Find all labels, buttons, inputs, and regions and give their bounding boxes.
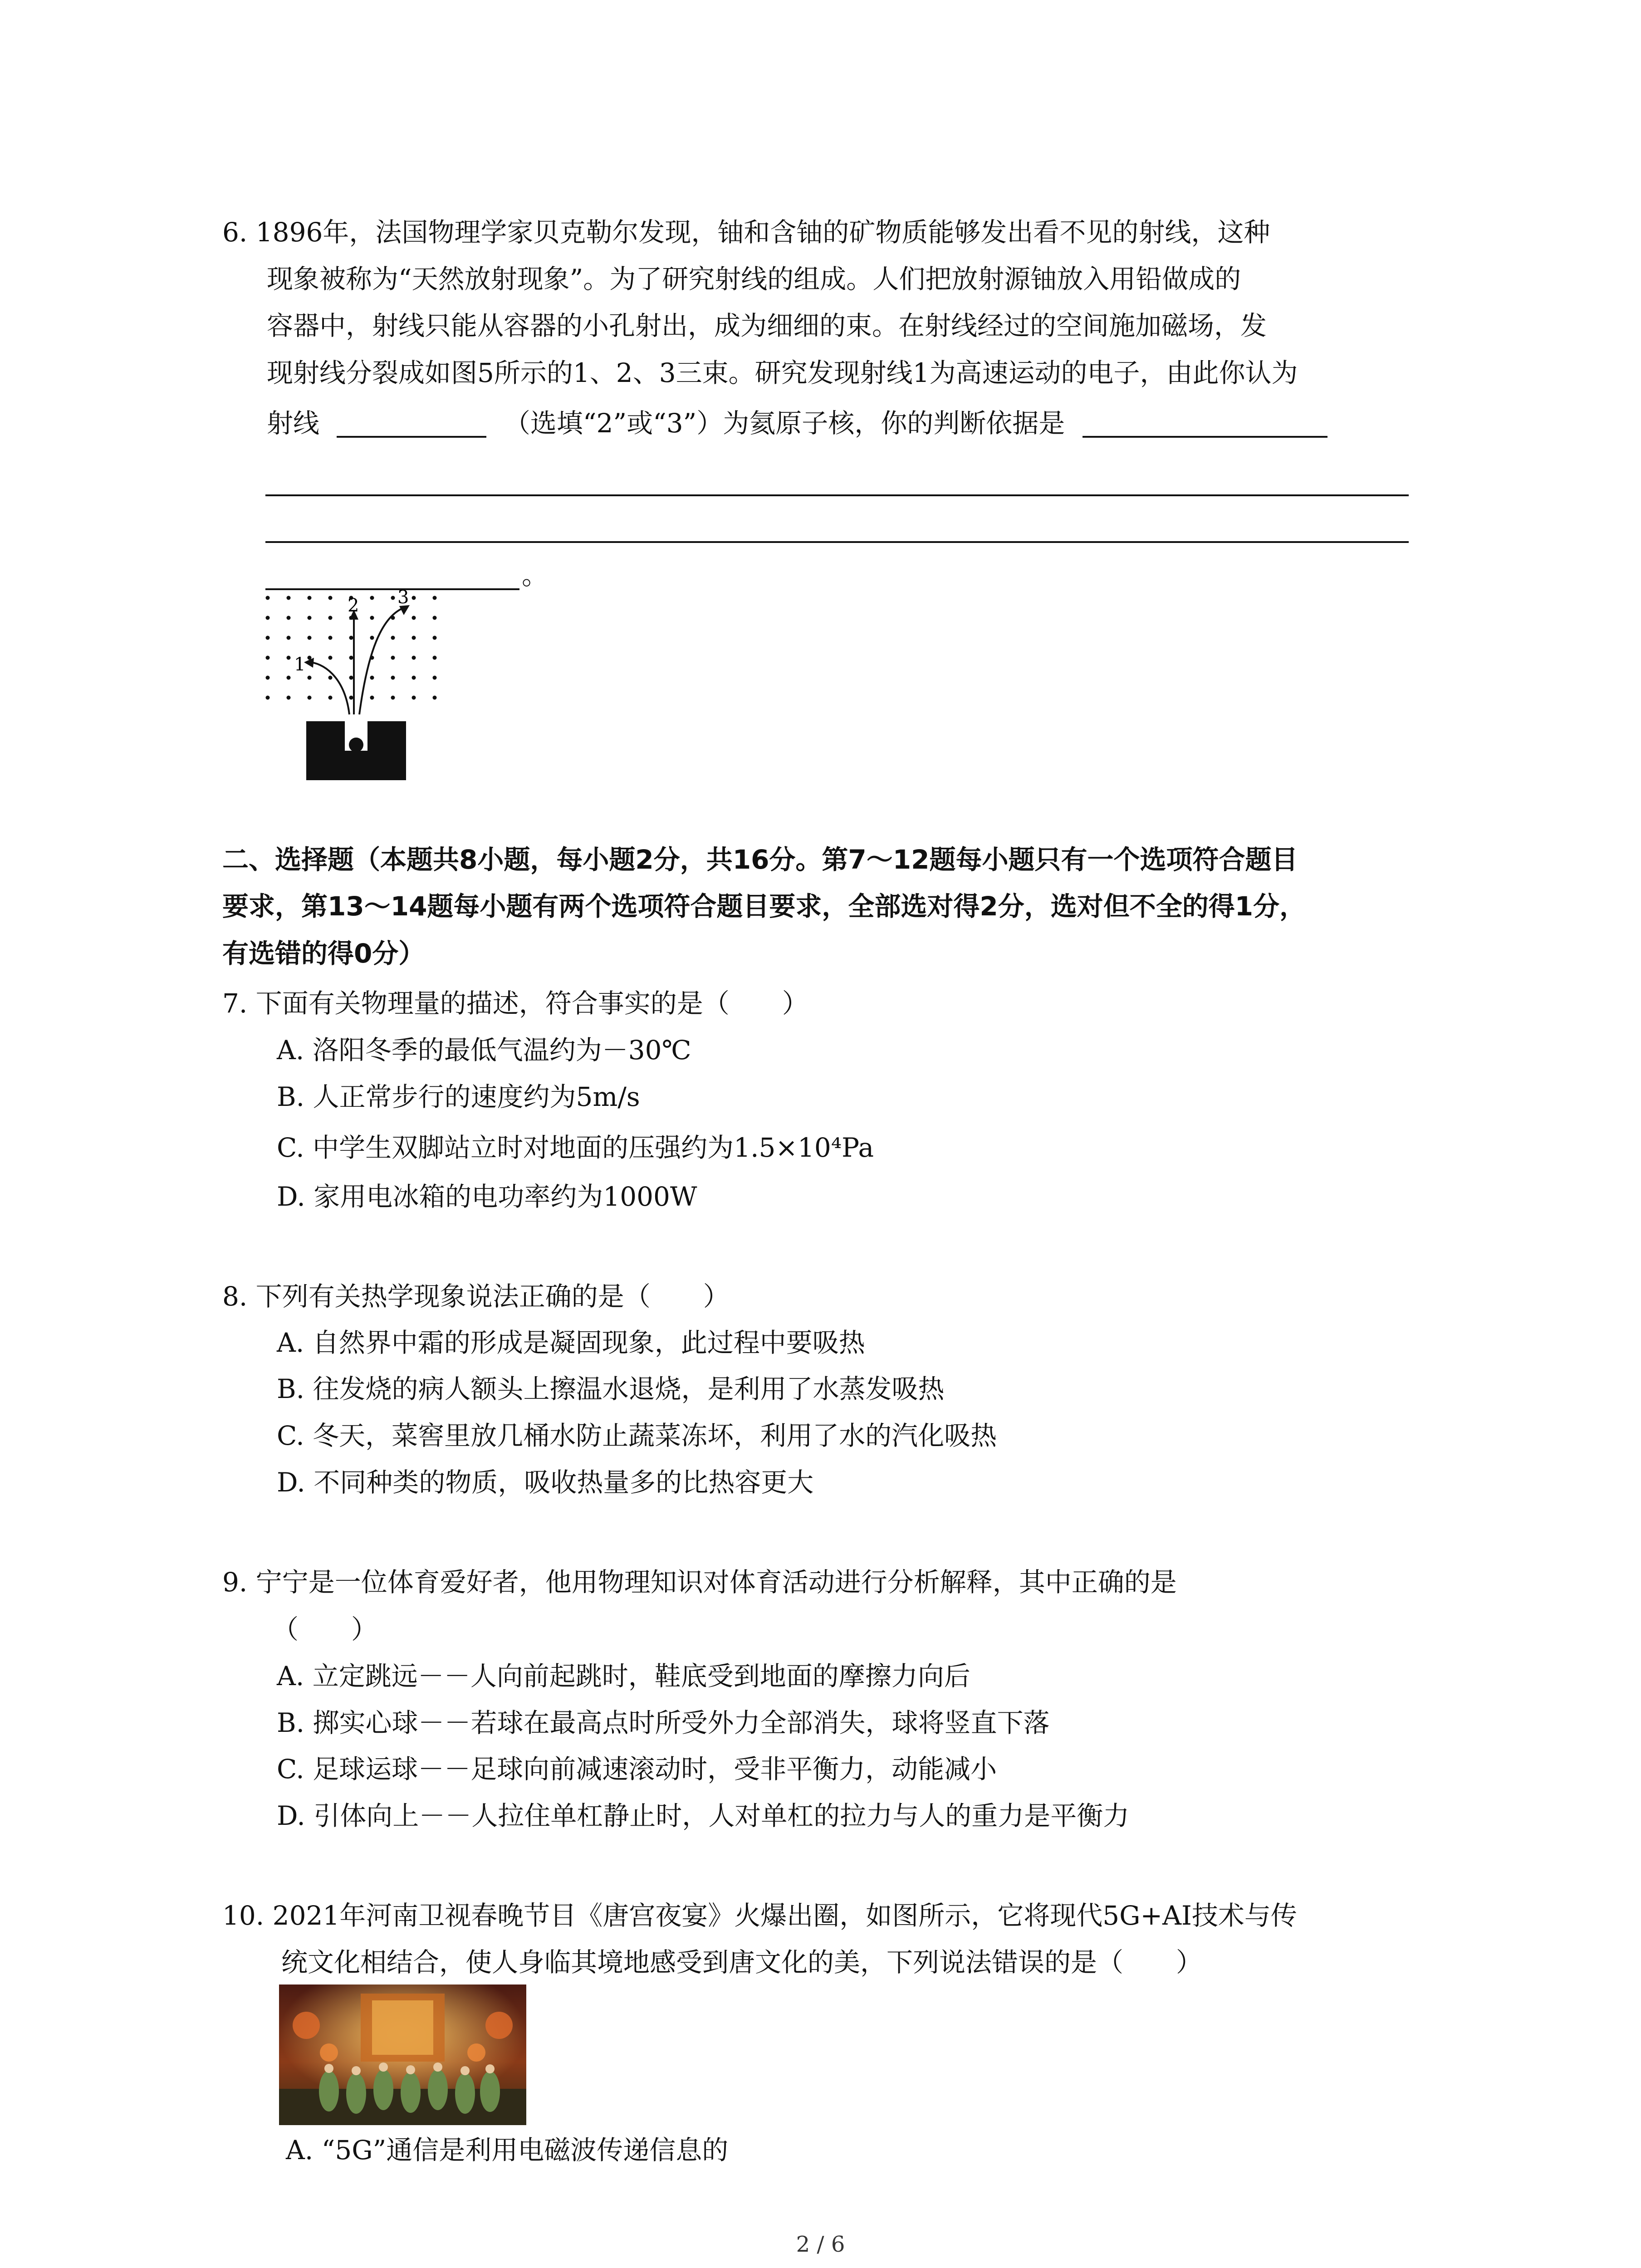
field-dot <box>391 676 395 680</box>
q6-line-5 <box>267 405 1327 441</box>
photo-illustration <box>279 1984 526 2125</box>
field-dot <box>370 676 374 680</box>
q6-line-1: 6. 1896年，法国物理学家贝克勒尔发现，铀和含铀的矿物质能够发出看不见的射线，这种 <box>222 217 1270 248</box>
ray-paths <box>309 608 404 714</box>
field-dot <box>328 696 333 700</box>
field-dot <box>287 636 291 640</box>
uranium-source <box>349 738 363 752</box>
q10-option-a[interactable]: A. “5G”通信是利用电磁波传递信息的 <box>286 2135 729 2165</box>
field-dot <box>412 616 416 620</box>
field-dot <box>308 636 312 640</box>
q6-answer-line-2[interactable] <box>265 494 1409 496</box>
field-dot <box>433 676 437 680</box>
q9-paren: （ ） <box>272 1614 378 1645</box>
q6-line-3: 容器中，射线只能从容器的小孔射出，成为细细的束。在射线经过的空间施加磁场，发 <box>267 310 1267 341</box>
field-dot <box>266 696 270 700</box>
q7-option-b[interactable]: B. 人正常步行的速度约为5m/s <box>277 1081 640 1112</box>
tang-palace-night-banquet-photo <box>279 1984 526 2125</box>
q7-option-c[interactable]: C. 中学生双脚站立时对地面的压强约为1.5×10⁴Pa <box>277 1132 874 1163</box>
section-2-heading-line-3: 有选错的得0分） <box>222 938 425 969</box>
field-dot <box>328 636 333 640</box>
q7-option-a[interactable]: A. 洛阳冬季的最低气温约为－30℃ <box>277 1035 691 1066</box>
field-dot <box>370 636 374 640</box>
field-dot <box>349 676 353 680</box>
field-dot <box>328 596 333 600</box>
field-dot <box>308 616 312 620</box>
q6-line-4: 现射线分裂成如图5所示的1、2、3三束。研究发现射线1为高速运动的电子，由此你认为 <box>267 357 1298 388</box>
ray-1-label: 1 <box>294 654 306 675</box>
field-dot <box>433 696 437 700</box>
field-dot <box>391 696 395 700</box>
radiation-figure <box>259 590 454 789</box>
q6-end-mark: 。 <box>522 560 549 591</box>
field-dot <box>412 636 416 640</box>
q9-option-a[interactable]: A. 立定跳远－－人向前起跳时，鞋底受到地面的摩擦力向后 <box>277 1661 970 1691</box>
field-dot <box>308 696 312 700</box>
field-dot <box>328 676 333 680</box>
ray-2-label: 2 <box>348 595 359 616</box>
field-dot <box>266 636 270 640</box>
field-dot <box>287 616 291 620</box>
field-dot <box>412 696 416 700</box>
q10-line-1: 10. 2021年河南卫视春晚节目《唐宫夜宴》火爆出圈，如图所示，它将现代5G+AI技术与传 <box>222 1900 1297 1931</box>
field-dot <box>370 596 374 600</box>
field-dot <box>412 656 416 660</box>
field-dot <box>328 656 333 660</box>
ray-3-label: 3 <box>397 590 409 608</box>
field-dot <box>433 616 437 620</box>
q9-stem: 9. 宁宁是一位体育爱好者，他用物理知识对体育活动进行分析解释，其中正确的是 <box>222 1567 1177 1598</box>
q7-option-d[interactable]: D. 家用电冰箱的电功率约为1000W <box>277 1181 697 1212</box>
q10-line-2: 统文化相结合，使人身临其境地感受到唐文化的美，下列说法错误的是（ ） <box>281 1947 1203 1978</box>
q6-answer-line-3[interactable] <box>265 541 1409 543</box>
field-dot <box>266 616 270 620</box>
q9-option-b[interactable]: B. 掷实心球－－若球在最高点时所受外力全部消失，球将竖直下落 <box>277 1707 1050 1738</box>
q6-line-2: 现象被称为“天然放射现象”。为了研究射线的组成。人们把放射源铀放入用铅做成的 <box>267 264 1241 294</box>
q8-option-b[interactable]: B. 往发烧的病人额头上擦温水退烧，是利用了水蒸发吸热 <box>277 1374 945 1404</box>
ray-1-path <box>309 662 349 714</box>
page-number: 2 / 6 <box>796 2232 845 2257</box>
q6-line-5-prefix: 射线 <box>267 408 320 439</box>
field-dot <box>349 696 353 700</box>
field-dot <box>433 636 437 640</box>
field-dot <box>287 596 291 600</box>
field-dot <box>287 696 291 700</box>
field-dot <box>349 656 353 660</box>
field-dot <box>266 676 270 680</box>
section-2-heading-line-2: 要求，第13～14题每小题有两个选项符合题目要求，全部选对得2分，选对但不全的得1分， <box>222 891 1306 922</box>
field-dot <box>412 676 416 680</box>
q9-option-c[interactable]: C. 足球运球－－足球向前减速滚动时，受非平衡力，动能减小 <box>277 1754 997 1784</box>
q6-answer-blank-reason-start[interactable] <box>1083 409 1327 438</box>
field-dot <box>370 616 374 620</box>
field-dot <box>308 596 312 600</box>
field-dot <box>328 616 333 620</box>
q6-line-5-suffix: （选填“2”或“3”）为氦原子核，你的判断依据是 <box>504 408 1065 439</box>
field-dot <box>266 596 270 600</box>
field-dot <box>412 596 416 600</box>
q8-option-a[interactable]: A. 自然界中霜的形成是凝固现象，此过程中要吸热 <box>277 1327 865 1358</box>
field-dot <box>433 596 437 600</box>
q8-option-d[interactable]: D. 不同种类的物质，吸收热量多的比热容更大 <box>277 1467 814 1498</box>
q9-option-d[interactable]: D. 引体向上－－人拉住单杠静止时，人对单杠的拉力与人的重力是平衡力 <box>277 1800 1130 1831</box>
field-dot <box>266 656 270 660</box>
field-dot <box>433 656 437 660</box>
q6-answer-blank-ray[interactable] <box>337 409 486 438</box>
field-dot <box>308 676 312 680</box>
field-dot <box>370 696 374 700</box>
q7-stem: 7. 下面有关物理量的描述，符合事实的是（ ） <box>222 988 808 1019</box>
field-dot <box>287 676 291 680</box>
ray-3-path <box>359 608 404 714</box>
field-dot <box>391 656 395 660</box>
q8-option-c[interactable]: C. 冬天，菜窖里放几桶水防止蔬菜冻坏，利用了水的汽化吸热 <box>277 1420 997 1451</box>
field-dot <box>391 596 395 600</box>
field-dot <box>287 656 291 660</box>
q8-stem: 8. 下列有关热学现象说法正确的是（ ） <box>222 1281 730 1312</box>
field-dot <box>349 636 353 640</box>
section-2-heading-line-1: 二、选择题（本题共8小题，每小题2分，共16分。第7～12题每小题只有一个选项符合题目 <box>222 844 1298 875</box>
field-dot <box>391 636 395 640</box>
